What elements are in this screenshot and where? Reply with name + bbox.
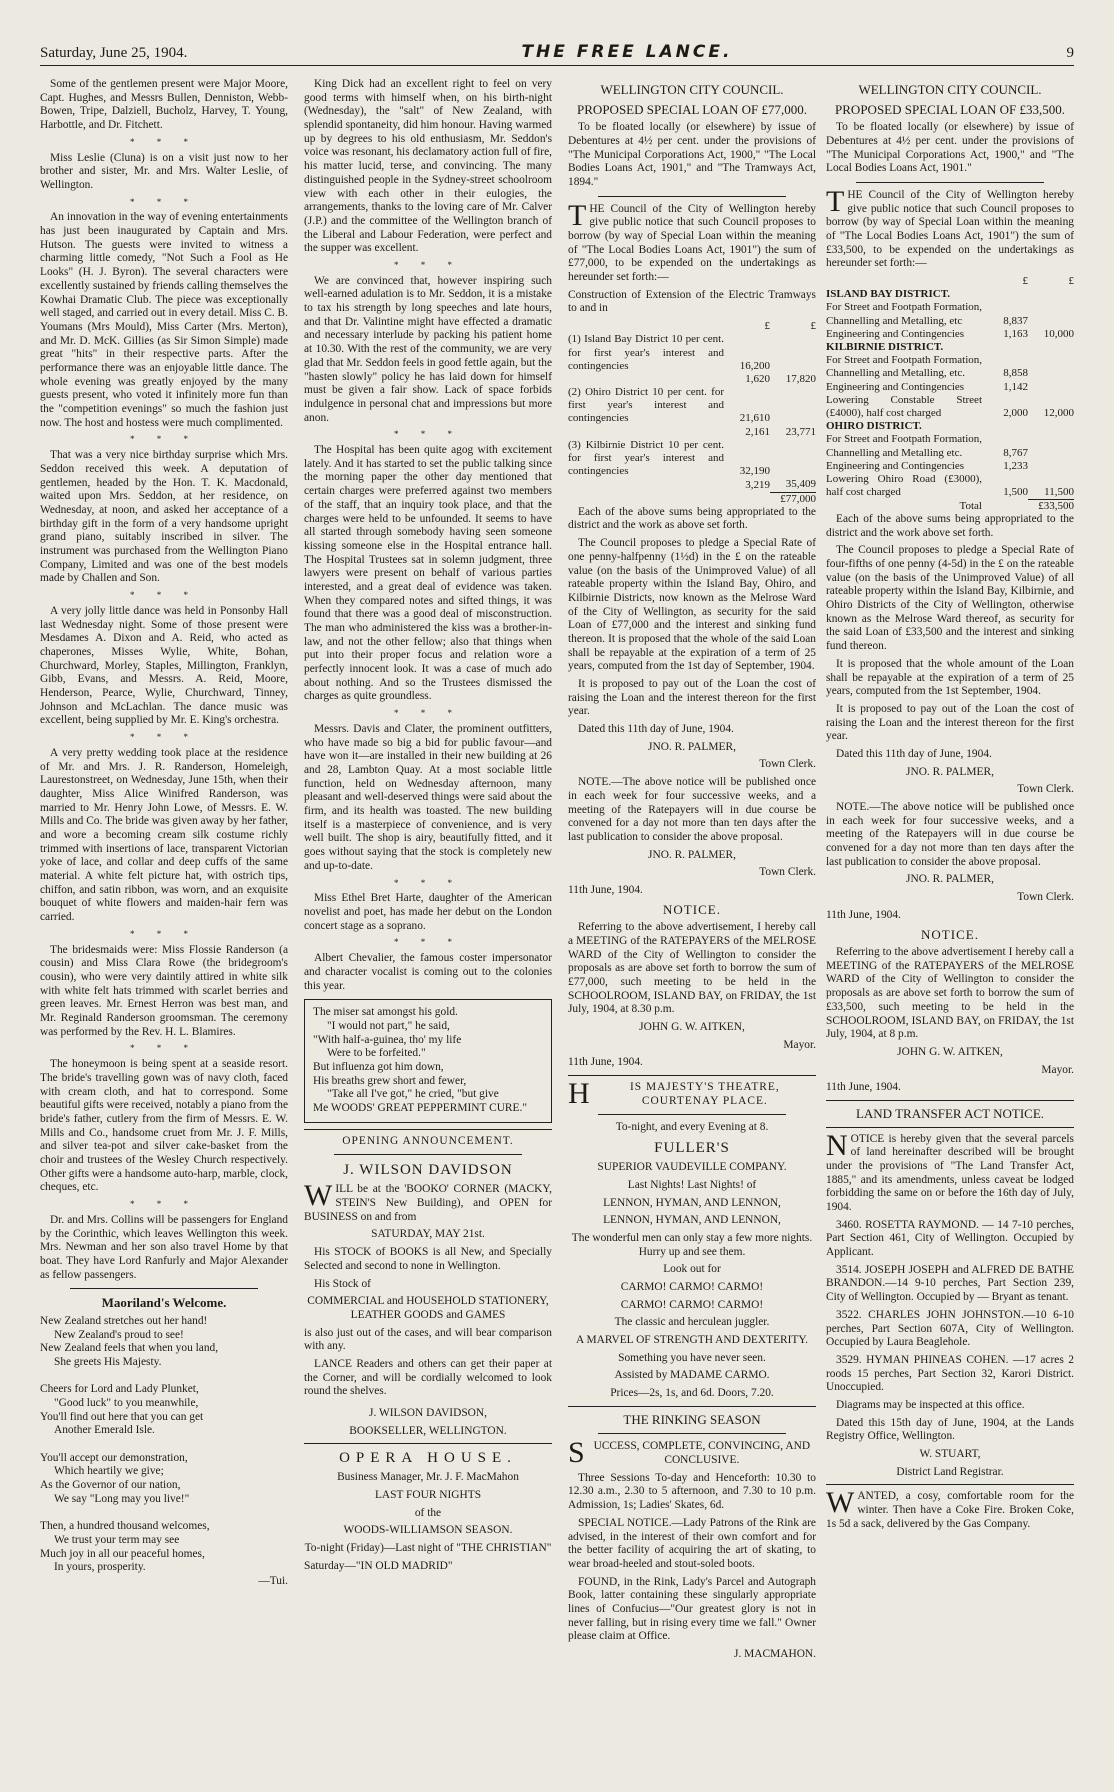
notice-heading: NOTICE.	[921, 926, 979, 942]
ad-signature: J. WILSON DAVIDSON,	[369, 1407, 487, 1420]
district-heading: KILBIRNIE DISTRICT.	[826, 341, 944, 353]
ad-signature: BOOKSELLER, WELLINGTON.	[349, 1424, 507, 1437]
notice-text: Referring to the above advertisement I hereby call a MEETING of the RATEPAYERS of the MELROSE WARD of the City of Wellington to consider the proposals as are above set forth to borrow the sum of £33,500, such meeting to be held in the SCHOOLROOM, ISLAND BAY, on FRIDAY, the 1st July, 1904, at 8 p.m.	[826, 946, 1074, 1041]
article-paragraph: The Hospital has been quite agog with excitement lately. And it has started to set the public talking since the morning paper the other day mentioned that certain charges were preferred against two members of the staff, that an inquiry took place, and that the charges were held to be unfounded. It seems to have all started through somebody having seen someone kissing someone else in the Hospital entrance hall. The Hospital Trustees sat in solemn judgment, three lawyers were present on behalf of various parties interested, and a great deal of evidence was taken. When they compared notes and sifted things, it was found that there was a good deal of misconstruction. The man who administered the kiss was a brother-in-law, and not the other fellow; also that things when put into their proper focus and relation wore a perfectly innocent look. It was a case of much ado about nothing. And so the Trustees dismissed the charges as quite groundless.	[304, 444, 552, 703]
row-value: 3,219	[745, 478, 770, 491]
poem-author: —Tui.	[258, 1574, 288, 1587]
ad-name: J. WILSON DAVIDSON	[343, 1162, 513, 1179]
theatre-text: Something you have never seen.	[618, 1351, 766, 1364]
column-council-notice-77000	[568, 78, 816, 1778]
signature: JNO. R. PALMER,	[648, 740, 736, 753]
article-paragraph: Miss Leslie (Cluna) is on a visit just now to her brother and sister, Mr. and Mrs. Walter Leslie, of Wellington.	[40, 151, 288, 191]
row-total: 35,409	[785, 478, 816, 491]
row-value: 32,190	[739, 465, 770, 478]
ad-heading: OPERA HOUSE.	[339, 1450, 517, 1467]
signature: JOHN G. W. AITKEN,	[639, 1021, 745, 1034]
row-label: Engineering and Contingencies	[826, 327, 965, 340]
verse-gap	[40, 1438, 288, 1452]
rink-title: THE RINKING SEASON	[623, 1411, 761, 1427]
verse-line: Much joy in all our peaceful homes,	[40, 1547, 205, 1560]
row-label: Lowering Constable Street (£4000), half cost charged	[826, 393, 982, 419]
verse-line: You'll accept our demonstration,	[40, 1451, 188, 1464]
article-paragraph: Messrs. Davis and Clater, the prominent outfitters, who have made so big a bid for public favour—and have won it—are installed in their new building at 26 and 28, Lambton Quay. At a most sociable little function, held on Wednesday afternoon, many pleasant and well-deserved things were said about the firm, and its health was toasted. The new building itself is a masterpiece of convenience, and is very well built. The shop is airy, beautifully fitted, and it goes without saying that the stock is completely new and up-to-date.	[304, 722, 552, 872]
grand-total: £33,500	[1028, 499, 1074, 513]
land-transfer-text: NOTICE is hereby given that the several parcels of land hereinafter described will be brought under the provisions of "The Land Transfer Act, 1885," and its amendments, unless caveat be lodged forbidding the same on or before the 16th day of July, 1904.	[826, 1128, 1074, 1213]
separator-stars: * * *	[394, 259, 462, 270]
page-number: 9	[1066, 45, 1074, 61]
separator-stars: * * *	[394, 429, 462, 440]
signature-title: Mayor.	[1041, 1063, 1074, 1076]
row-label: Lowering Ohiro Road (£3000), half cost charged	[826, 472, 982, 499]
separator-stars: * * *	[130, 928, 198, 939]
divider	[304, 1443, 552, 1444]
column-social	[40, 78, 288, 1778]
separator-stars: * * *	[130, 434, 198, 445]
verse-line: New Zealand's proud to see!	[54, 1328, 184, 1341]
row-value: 1,620	[745, 372, 770, 385]
row-value: 1,163	[1003, 327, 1028, 340]
signature-title: Town Clerk.	[1017, 891, 1074, 904]
ad-text: Saturday—"IN OLD MADRID"	[304, 1559, 453, 1572]
verse-line: New Zealand feels that when you land,	[40, 1342, 219, 1355]
land-transfer-text: Dated this 15th day of June, 1904, at the Lands Registry Office, Wellington.	[826, 1416, 1074, 1443]
notice-date: 11th June, 1904.	[568, 1056, 643, 1069]
theatre-text: CARMO! CARMO! CARMO!	[620, 1280, 764, 1293]
row-value: 2,161	[745, 425, 770, 438]
article-paragraph: King Dick had an excellent right to feel on very good terms with himself when, on his birth-night (Wednesday), the "salt" of New Zealand, with splendid spontaneity, did him honour. Having warmed up by degrees to his old enthusiasm, Mr. Seddon's voice was resonant, his declamatory action full of fire, his matter lucid, terse, and convincing. The many distinguished people in the Sydney-street schoolroom view with each other in their eulogies, the arrangements, thanks to the loving care of Mr. Calver (J.P.) and the committee of the Wellington branch of the Liberal and Labour Federation, were perfect and the supper was excellent.	[304, 78, 552, 255]
table-row	[826, 301, 1074, 327]
rink-text: Three Sessions To-day and Henceforth: 10.30 to 12.30 a.m., 2.30 to 5 afternoon, and 7.30 to 10 p.m. Admission, 1s; Ladies' Skates, 6d.	[568, 1471, 816, 1512]
divider	[304, 1129, 552, 1130]
land-transfer-title: LAND TRANSFER ACT NOTICE.	[855, 1105, 1045, 1121]
district-heading: OHIRO DISTRICT.	[826, 420, 922, 433]
verse-line: Me WOODS' GREAT PEPPERMINT CURE."	[313, 1102, 527, 1115]
signature: JNO. R. PALMER,	[906, 765, 994, 778]
article-paragraph: The honeymoon is being spent at a seaside resort. The bride's travelling gown was of navy cloth, faced with cream cloth, and hat to correspond. Some beautiful gifts were received, notably a piano from the bride's father, cutlery from the firm of Messrs. E. W. Mills and Co., handsome cruet from Mr. J. F. Mills, and silver tea-pot and silver cake-basket from the choir and trustees of the Wesley Church respectively. Other gifts were a handsome auto-harp, marble, clock, cheques, etc.	[40, 1058, 288, 1194]
theatre-text: The classic and herculean juggler.	[614, 1316, 770, 1329]
row-total: 10,000	[1043, 327, 1074, 340]
article-paragraph: Miss Ethel Bret Harte, daughter of the American novelist and poet, has made her debut on the London concert stage as a soprano.	[304, 892, 552, 932]
row-label: For Street and Footpath Formation, Channelling and Metalling etc.	[826, 433, 982, 459]
row-total: 23,771	[785, 425, 816, 438]
theatre-text: LENNON, HYMAN, AND LENNON,	[603, 1196, 781, 1209]
verse-line: You'll find out here that you can get	[40, 1410, 204, 1423]
notice-text: The Council proposes to pledge a Special Rate of one penny-halfpenny (1½d) in the £ on the rateable value (on the basis of the Unimproved Value) of all rateable property within the Island Bay, Ohiro, and Kilbirnie Districts, now known as the Melrose Ward of the City of Wellington, as security for the said Loan of £77,000 and the interest and sinking fund thereon. It is proposed that the whole of the said Loan shall be repayable at the expiration of a term of 25 years, computed from the 1st day of September, 1904.	[568, 537, 816, 673]
notice-text: THE Council of the City of Wellington hereby give public notice that such Council proposes to borrow (by way of Special Loan within the meaning of "The Local Bodies Loans Act, 1901") the sum of £77,000, to be expended on the undertakings as hereunder set forth:—	[568, 198, 816, 284]
notice-text: THE Council of the City of Wellington hereby give public notice that such Council proposes to borrow (by way of Special Loan within the meaning of "The Local Bodies Loans Act, 1901") the sum of £33,500, to be expended on the undertakings as hereunder set forth:—	[826, 184, 1074, 270]
theatre-title: HIS MAJESTY'S THEATRE, COURTENAY PLACE.	[568, 1077, 780, 1111]
article-paragraph: Dr. and Mrs. Collins will be passengers for England by the Corinthic, which leaves Wellington this week. Mrs. Newman and her son also travel Home by that boat. They have Lord Ranfurly and Major Alexander as fellow passengers.	[40, 1213, 288, 1281]
notice-text: NOTE.—The above notice will be published once in each week for four successive weeks, and a meeting of the Ratepayers will in due course be convened for a day not more than ten days after the last publication to consider the above proposal.	[568, 776, 816, 843]
verse-line: She greets His Majesty.	[54, 1355, 162, 1368]
signature: JNO. R. PALMER,	[906, 873, 994, 886]
table-row	[826, 433, 1074, 459]
divider	[598, 1114, 786, 1115]
theatre-text: To-night, and every Evening at 8.	[615, 1121, 769, 1134]
row-label: For Street and Footpath Formation, Channelling and Metalling, etc.	[826, 354, 982, 380]
currency-label: £	[764, 320, 770, 333]
theatre-text: A MARVEL OF STRENGTH AND DEXTERITY.	[576, 1334, 808, 1347]
table-row	[568, 492, 816, 506]
table-row	[826, 473, 1074, 499]
verse-line: New Zealand stretches out her hand!	[40, 1314, 208, 1327]
ad-date: SATURDAY, MAY 21st.	[371, 1228, 485, 1241]
ad-text: WILL be at the 'BOOKO' CORNER (MACKY, STEIN'S New Building), and OPEN for BUSINESS on and from	[304, 1179, 552, 1223]
separator-stars: * * *	[130, 732, 198, 743]
signature-title: District Land Registrar.	[896, 1465, 1004, 1478]
verse-line: In yours, prosperity.	[54, 1561, 146, 1574]
ad-text: His Stock of	[314, 1277, 371, 1290]
row-value: 1,233	[1003, 459, 1028, 472]
row-label: (3) Kilbirnie District 10 per cent. for first year's interest and contingencies	[568, 438, 724, 478]
ad-heading: OPENING ANNOUNCEMENT.	[342, 1134, 514, 1147]
notice-text: NOTE.—The above notice will be published once in each week for four successive weeks, and a meeting of the Ratepayers will in due course be convened for a day not more than ten days after the last publication to consider the above proposal.	[826, 801, 1074, 868]
table-row	[826, 499, 1074, 513]
table-row	[826, 354, 1074, 380]
separator-stars: * * *	[394, 708, 462, 719]
verse-gap	[40, 1507, 288, 1521]
land-transfer-text: Diagrams may be inspected at this office.	[836, 1398, 1025, 1411]
currency-label: £	[1022, 275, 1028, 288]
ad-text: LANCE Readers and others can get their paper at the Corner, and will be cordially welcomed to look round the shelves.	[304, 1357, 552, 1398]
verse-line: As the Governor of our nation,	[40, 1479, 181, 1492]
separator-stars: * * *	[130, 1199, 198, 1210]
signature: JNO. R. PALMER,	[648, 848, 736, 861]
notice-text: Dated this 11th day of June, 1904.	[836, 747, 992, 760]
loan-table	[826, 275, 1074, 513]
notice-text: Construction of Extension of the Electric Tramways to and in	[568, 288, 816, 315]
notice-text: It is proposed to pay out of the Loan the cost of raising the Loan and the interest thereon for the first year.	[826, 702, 1074, 743]
row-total: 11,500	[1044, 485, 1074, 498]
paper-title: THE FREE LANCE.	[521, 42, 733, 62]
loan-table	[568, 320, 816, 506]
divider	[826, 1484, 1074, 1485]
advert-verse-box	[304, 999, 552, 1123]
table-row	[568, 386, 816, 426]
notice-date: 11th June, 1904.	[826, 908, 901, 921]
row-value: 1,500	[1003, 486, 1028, 499]
divider	[568, 1406, 816, 1407]
theatre-text: CARMO! CARMO! CARMO!	[620, 1298, 764, 1311]
row-value: 16,200	[739, 359, 770, 372]
notice-text: It is proposed to pay out of the Loan the cost of raising the Loan and the interest thereon for the first year.	[568, 678, 816, 718]
row-label: (1) Island Bay District 10 per cent. for first year's interest and contingencies	[568, 333, 724, 372]
table-row	[568, 439, 816, 479]
notice-heading: NOTICE.	[663, 901, 721, 917]
verse-line: But influenza got him down,	[313, 1060, 444, 1073]
wanted-ad: WANTED, a cosy, comfortable room for the winter. Then have a Coke Fire. Broken Coke, 1s 5d a sack, delivered by the Gas Company.	[826, 1486, 1074, 1530]
rink-text: FOUND, in the Rink, Lady's Parcel and Autograph Book, latter containing these singularly appropriate lines of Confucius—"Our greatest glory is not in never falling, but in rising every time we fall." Owner please claim at Office.	[568, 1575, 816, 1643]
notice-date: 11th June, 1904.	[826, 1081, 901, 1094]
separator-stars: * * *	[130, 590, 198, 601]
theatre-text: Assisted by MADAME CARMO.	[614, 1369, 770, 1382]
table-row	[826, 381, 1074, 394]
separator-stars: * * *	[130, 1043, 198, 1054]
divider	[334, 1154, 522, 1155]
verse-line: Cheers for Lord and Lady Plunket,	[40, 1383, 199, 1396]
notice-text: It is proposed that the whole amount of the Loan shall be repayable at the expiration of a term of 25 years, computed from the 1st September, 1904.	[826, 657, 1074, 698]
article-paragraph: Albert Chevalier, the famous coster impersonator and character vocalist is coming out to the colonies this year.	[304, 952, 552, 992]
signature-title: Town Clerk.	[759, 758, 816, 771]
verse-line: "Take all I've got," he cried, "but give	[327, 1088, 499, 1101]
article-paragraph: An innovation in the way of evening entertainments has just been inaugurated by Captain and Mrs. Hutson. The guests were invited to witness a charming little comedy, "Not Such a Fool as He Looks" (H. J. Byron). The several characters were excellently sustained by friends calling themselves the Kowhai Dramatic Club. The piece was exceptionally well staged, and carried out in every detail. Miss C. B. Youmans (Mrs Mould), Miss Carter (Mrs. Merton), and Mr. D. McK. Gillies (as Sir Simon Simple) made great "hits" in their respective parts. After the performance there was an enjoyable little dance. The whole evening was greatly enjoyed by the many guests present, who voted it infinitely more fun than the "competition evenings" so much the fashion just now. The host and hostess were much complimented.	[40, 211, 288, 429]
notice-date: 11th June, 1904.	[568, 883, 643, 896]
masthead	[40, 38, 1074, 66]
land-transfer-item: 3460. ROSETTA RAYMOND. — 14 7-10 perches, Part Section 461, City of Wellington. Occupied by Applicant.	[826, 1218, 1074, 1259]
verse-line: We trust your term may see	[54, 1533, 180, 1546]
row-label: For Street and Footpath Formation, Channelling and Metalling, etc	[826, 301, 982, 327]
separator-stars: * * *	[394, 937, 462, 948]
row-value: 2,000	[1003, 406, 1028, 419]
divider	[70, 1288, 258, 1289]
signature-title: Town Clerk.	[1017, 783, 1074, 796]
poem-title: Maoriland's Welcome.	[101, 1295, 227, 1311]
article-paragraph: A very pretty wedding took place at the residence of Mr. and Mrs. J. R. Randerson, Homeleigh, Laurestonstreet, on Wednesday, June 15th, when their daughter, Miss Alice Winifred Randerson, was married to Mr. Henry John Lowe, of Messrs. E. W. Mills and Co. The bride was given away by her father, and wore a becoming cream silk costume richly trimmed with insertions of lace, transparent Victorian yoke of lace, and collar and deep cuffs of the same material. A white felt picture hat, with ostrich tips, chiffon, and satin ribbon, was worn, and an exquisite bouquet of white flowers and maiden-hair fern was carried.	[40, 746, 288, 924]
row-total: 12,000	[1043, 406, 1074, 419]
row-value: 21,610	[739, 412, 770, 425]
article-paragraph: Some of the gentlemen present were Major Moore, Capt. Hughes, and Messrs Bullen, Denniston, Webb-Bowen, Tripe, Dalziell, Bucholz, Harvey, T. Young, Harbottle, and Dr. Fitchett.	[40, 78, 288, 132]
verse-line: "Good luck" to you meanwhile,	[54, 1397, 199, 1410]
article-paragraph: A very jolly little dance was held in Ponsonby Hall last Wednesday night. Some of those present were Mesdames A. Dixon and A. Reid, who acted as chaperones, Misses Wylie, White, Bohan, Churchward, Morley, Staples, Millington, Franklyn, Gibb, Evans, and Messrs. A. Reid, Moore, Henderson, Pearce, Wylie, Churchward, Tinney, Johnson and McLachlan. The dance music was excellent, being supplied by Mr. E. King's orchestra.	[40, 604, 288, 727]
theatre-text: The wonderful men can only stay a few more nights. Hurry up and see them.	[571, 1231, 813, 1258]
issue-date: Saturday, June 25, 1904.	[40, 45, 188, 61]
land-transfer-item: 3514. JOSEPH JOSEPH and ALFRED DE BATHE BRANDON.—14 9-10 perches, Part Section 239, City of Wellington. Occupied by — Bryant as tenant.	[826, 1263, 1074, 1304]
verse-line: "I would not part," he said,	[327, 1019, 450, 1032]
row-value: 8,767	[1003, 446, 1028, 459]
verse-line: The miser sat amongst his gold.	[313, 1006, 458, 1019]
grand-total: £77,000	[770, 492, 816, 506]
notice-text: To be floated locally (or elsewhere) by issue of Debentures at 4½ per cent. under the provisions of "The Municipal Corporations Act, 1900," "The Local Bodies Loans Act, 1901," and "The Tramways Act, 1894."	[568, 121, 816, 188]
verse-line: "With half-a-guinea, tho' my life	[313, 1033, 462, 1046]
divider	[598, 196, 786, 197]
table-row	[568, 373, 816, 386]
ad-text: His STOCK of BOOKS is all New, and Specially Selected and second to none in Wellington.	[304, 1246, 552, 1272]
theatre-text: SUPERIOR VAUDEVILLE COMPANY.	[597, 1161, 787, 1174]
notice-subtitle: PROPOSED SPECIAL LOAN OF £33,500.	[835, 101, 1065, 117]
theatre-text: Look out for	[663, 1263, 721, 1276]
rink-signature: J. MACMAHON.	[734, 1648, 816, 1660]
column-council-notice-33500	[826, 78, 1074, 1778]
theatre-text: FULLER'S	[654, 1140, 730, 1157]
article-paragraph: We are convinced that, however inspiring such well-earned adulation is to Mr. Seddon, it is a mistake to tax his strength by long speeches and late hours, and that Dr. Valintine might have effected a dramatic and necessary interlude by packing his patient home at 10.30. With the rest of the community, we are very glad that Mr. Seddon feels in good fettle again, but the "hasten slowly" policy he has laid down for himself must be given a fair show. Lack of space forbids indulgence in personal chat and impressions but more anon.	[304, 274, 552, 424]
currency-label: £	[1068, 275, 1074, 288]
table-row	[568, 478, 816, 492]
notice-text: Dated this 11th day of June, 1904.	[578, 723, 734, 736]
theatre-text: Last Nights! Last Nights! of	[627, 1178, 757, 1191]
notice-subtitle: PROPOSED SPECIAL LOAN OF £77,000.	[577, 101, 807, 117]
total-label: Total	[959, 499, 982, 512]
ad-text: Business Manager, Mr. J. F. MacMahon	[337, 1471, 519, 1484]
row-label: Engineering and Contingencies	[826, 380, 965, 393]
table-row	[568, 333, 816, 373]
verse-line: Then, a hundred thousand welcomes,	[40, 1520, 210, 1533]
divider	[598, 1433, 786, 1434]
verse-gap	[40, 1370, 288, 1384]
row-value: 1,142	[1003, 380, 1028, 393]
ad-text: of the	[414, 1506, 442, 1519]
rink-text: SPECIAL NOTICE.—Lady Patrons of the Rink are advised, in the interest of their own comfort and for the better facility of acquiring the art of skating, to wear broad-heeled and stout-soled boots.	[568, 1516, 816, 1570]
divider	[826, 1127, 1074, 1128]
column-news	[304, 78, 552, 1778]
verse-line: Were to be forfeited."	[327, 1047, 426, 1060]
separator-stars: * * *	[130, 136, 198, 147]
district-heading: ISLAND BAY DISTRICT.	[826, 288, 950, 301]
verse-line: Another Emerald Isle.	[54, 1424, 155, 1437]
theatre-text: LENNON, HYMAN, AND LENNON,	[603, 1214, 781, 1227]
table-row	[826, 394, 1074, 420]
verse-line: His breaths grew short and fewer,	[313, 1074, 467, 1087]
rink-heading: SUCCESS, COMPLETE, CONVINCING, AND CONCLUSIVE.	[568, 1436, 811, 1470]
notice-text: To be floated locally (or elsewhere) by issue of Debentures at 4½ per cent. under the provisions of "The Municipal Corporations Act, 1900," and "The Local Bodies Loans Act, 1901."	[826, 121, 1074, 175]
signature-title: Mayor.	[783, 1038, 816, 1051]
notice-title: WELLINGTON CITY COUNCIL.	[600, 82, 784, 97]
signature-title: Town Clerk.	[759, 866, 816, 879]
divider	[568, 1075, 816, 1076]
row-label: (2) Ohiro District 10 per cent. for first year's interest and contingencies	[568, 386, 724, 425]
theatre-text: Prices—2s, 1s, and 6d. Doors, 7.20.	[610, 1387, 774, 1400]
land-transfer-item: 3522. CHARLES JOHN JOHNSTON.—10 6-10 perches, Part Section 607A, City of Wellington. Occupied by Laura Beaglehole.	[826, 1308, 1074, 1349]
divider	[826, 1100, 1074, 1101]
row-label: Engineering and Contingencies	[826, 459, 965, 472]
table-row	[568, 426, 816, 439]
verse-line: Which heartily we give;	[54, 1465, 164, 1478]
ad-text: COMMERCIAL and HOUSEHOLD STATIONERY, LEATHER GOODS and GAMES	[307, 1295, 549, 1321]
signature: JOHN G. W. AITKEN,	[897, 1045, 1003, 1058]
poem	[40, 1315, 288, 1575]
separator-stars: * * *	[130, 196, 198, 207]
table-row	[826, 328, 1074, 341]
table-row	[826, 460, 1074, 473]
article-paragraph: That was a very nice birthday surprise which Mrs. Seddon received this week. A deputation of gentlemen, headed by the Hon. T. K. Macdonald, waited upon Mrs. Seddon, at her residence, on Wednesday, at noon, and asked her acceptance of a birthday gift in the form of a very handsome upright grand piano, suitably inscribed in silver. The instrument was purchased from the Wellington Piano Company, Limited and was one of the best models made by Challen and Son.	[40, 449, 288, 585]
ad-text: To-night (Friday)—Last night of "THE CHRISTIAN"	[304, 1542, 552, 1555]
notice-text: Each of the above sums being appropriated to the district and the work above set forth.	[826, 512, 1074, 539]
notice-text: Referring to the above advertisement, I hereby call a MEETING of the RATEPAYERS of the MELROSE WARD of the City of Wellington to consider the proposals as are above set forth to borrow the sum of £77,000, such meeting to be held in the SCHOOLROOM, ISLAND BAY, on FRIDAY, the 1st July, 1904, at 8.30 p.m.	[568, 921, 816, 1016]
notice-title: WELLINGTON CITY COUNCIL.	[858, 82, 1042, 97]
currency-label: £	[810, 320, 816, 333]
notice-text: The Council proposes to pledge a Special Rate of four-fifths of one penny (4-5d) in the £ on the rateable value (on the basis of the Unimproved Value) of all rateable property within the Island Bay, Kilbirnie, and Ohiro Districts of the City of Wellington, otherwise known as the Melrose Ward thereof, as security for the said Loan of £33,500 and the interest and sinking fund thereon.	[826, 544, 1074, 653]
signature: W. STUART,	[919, 1448, 981, 1460]
ad-text: is also just out of the cases, and will bear comparison with any.	[304, 1326, 552, 1353]
separator-stars: * * *	[394, 877, 462, 888]
row-value: 8,858	[1003, 367, 1028, 380]
land-transfer-item: 3529. HYMAN PHINEAS COHEN. —17 acres 2 roods 15 perches, Part Section 32, Karori District. Unoccupied.	[826, 1353, 1074, 1394]
article-paragraph: The bridesmaids were: Miss Flossie Randerson (a cousin) and Miss Clara Rowe (the bridegroom's cousin), who were very daintily attired in white silk with white felt hats trimmed with scarlet berries and green leaves. Mr. Ernest Herron was best man, and Mr. Reginald Randerson groomsman. The ceremony was performed by the Rev. H. L. Blamires.	[40, 943, 288, 1038]
verse-line: We say "Long may you live!"	[54, 1492, 190, 1505]
ad-text: LAST FOUR NIGHTS	[374, 1489, 482, 1502]
row-value: 8,837	[1003, 314, 1028, 327]
divider	[856, 182, 1044, 183]
notice-text: Each of the above sums being appropriated to the district and the work as above set forth.	[568, 505, 816, 532]
ad-text: WOODS-WILLIAMSON SEASON.	[343, 1524, 513, 1537]
row-total: 17,820	[785, 372, 816, 385]
